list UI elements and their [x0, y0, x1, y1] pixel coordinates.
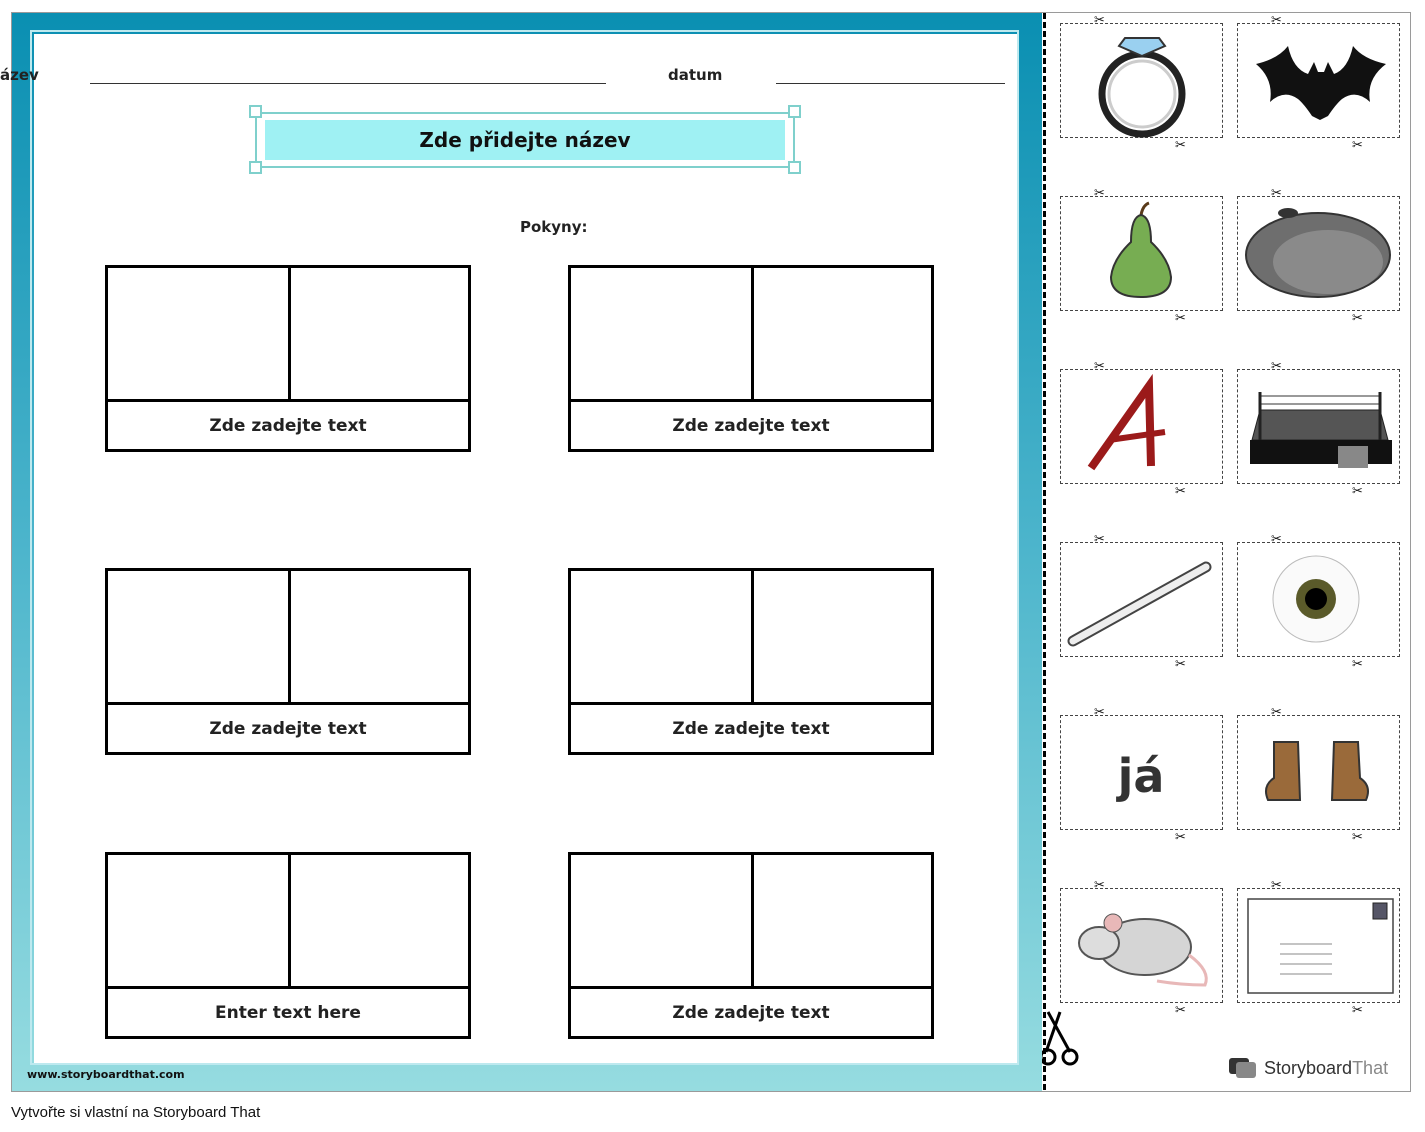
scissors-icon: ✂ [1094, 531, 1105, 546]
storyboard-cell[interactable] [568, 265, 934, 452]
instructions-label: Pokyny: [520, 218, 588, 236]
scissors-icon: ✂ [1271, 877, 1282, 892]
scissors-icon: ✂ [1352, 1002, 1363, 1017]
scissors-icon: ✂ [1352, 656, 1363, 671]
scissors-icon: ✂ [1271, 185, 1282, 200]
card-eye[interactable] [1237, 542, 1400, 657]
scissors-icon: ✂ [1094, 185, 1105, 200]
date-label: datum [668, 66, 723, 84]
card-mouse-animal[interactable] [1060, 888, 1223, 1003]
eye-icon [1238, 543, 1401, 658]
storyboard-cell[interactable] [568, 852, 934, 1039]
card-boxing-ring[interactable] [1237, 369, 1400, 484]
date-line[interactable] [776, 83, 1005, 84]
scissors-icon: ✂ [1352, 137, 1363, 152]
scissors-icon: ✂ [1175, 310, 1186, 325]
postcard-icon [1238, 889, 1401, 1004]
bat-icon [1238, 24, 1401, 139]
scissors-icon: ✂ [1352, 310, 1363, 325]
cell-divider [751, 855, 754, 986]
cell-caption[interactable]: Zde zadejte text [672, 718, 830, 739]
cell-caption[interactable]: Zde zadejte text [672, 1002, 830, 1023]
cell-divider [288, 571, 291, 702]
brand-that: That [1352, 1057, 1389, 1078]
cell-caption[interactable]: Zde zadejte text [672, 415, 830, 436]
scissors-icon: ✂ [1175, 1002, 1186, 1017]
card-ja-text[interactable] [1060, 715, 1223, 830]
storyboard-cell[interactable] [105, 852, 471, 1039]
card-bat[interactable] [1237, 23, 1400, 138]
scissors-icon: ✂ [1094, 704, 1105, 719]
baseball-bat-icon [1061, 543, 1224, 658]
brand-storyboard: Storyboard [1264, 1057, 1353, 1078]
scissors-icon: ✂ [1271, 704, 1282, 719]
cut-line [1043, 13, 1046, 1090]
cell-divider [288, 268, 291, 399]
storyboardthat-logo[interactable] [1228, 1056, 1388, 1080]
page-title[interactable]: Zde přidejte název [265, 120, 785, 160]
scissors-icon: ✂ [1271, 358, 1282, 373]
scissors-icon: ✂ [1271, 531, 1282, 546]
credit-text[interactable]: Vytvořte si vlastní na Storyboard That [11, 1104, 261, 1121]
card-ja-label: já [1117, 749, 1165, 803]
scissors-icon: ✂ [1175, 829, 1186, 844]
ring-icon [1061, 24, 1224, 139]
cell-divider [288, 855, 291, 986]
boxing-ring-icon [1238, 370, 1401, 485]
pear-icon [1061, 197, 1224, 312]
scissors-icon: ✂ [1352, 483, 1363, 498]
ja-text-icon [1061, 716, 1224, 831]
scissors-icon: ✂ [1094, 358, 1105, 373]
scissors-icon: ✂ [1175, 656, 1186, 671]
scissors-icon: ✂ [1271, 12, 1282, 27]
storyboard-cell[interactable] [105, 568, 471, 755]
resize-handle-top-right[interactable] [788, 105, 801, 118]
letter-a-icon [1061, 370, 1224, 485]
storyboard-cell[interactable] [568, 568, 934, 755]
card-ring[interactable] [1060, 23, 1223, 138]
card-baseball-bat[interactable] [1060, 542, 1223, 657]
cell-caption[interactable]: Zde zadejte text [209, 415, 367, 436]
mouse-animal-icon [1061, 889, 1224, 1004]
cell-caption[interactable]: Zde zadejte text [209, 718, 367, 739]
boots-icon [1238, 716, 1401, 831]
scissors-icon: ✂ [1094, 12, 1105, 27]
name-label: ázev [0, 66, 39, 84]
cell-divider [751, 571, 754, 702]
cell-caption[interactable]: Enter text here [215, 1002, 361, 1023]
computer-mouse-icon [1238, 197, 1401, 312]
card-boots[interactable] [1237, 715, 1400, 830]
scissors-icon: ✂ [1175, 483, 1186, 498]
cell-divider [751, 268, 754, 399]
storyboard-cell[interactable] [105, 265, 471, 452]
name-line[interactable] [90, 83, 606, 84]
title-box[interactable] [255, 112, 795, 168]
scissors-icon: ✂ [1094, 877, 1105, 892]
card-pear[interactable] [1060, 196, 1223, 311]
scissors-icon [1042, 1010, 1082, 1068]
scissors-icon: ✂ [1352, 829, 1363, 844]
card-letter-a[interactable] [1060, 369, 1223, 484]
resize-handle-bottom-right[interactable] [788, 161, 801, 174]
card-postcard[interactable] [1237, 888, 1400, 1003]
speech-bubble-icon [1228, 1056, 1258, 1080]
resize-handle-top-left[interactable] [249, 105, 262, 118]
resize-handle-bottom-left[interactable] [249, 161, 262, 174]
scissors-icon: ✂ [1175, 137, 1186, 152]
footer-url: www.storyboardthat.com [27, 1068, 185, 1081]
card-computer-mouse[interactable] [1237, 196, 1400, 311]
